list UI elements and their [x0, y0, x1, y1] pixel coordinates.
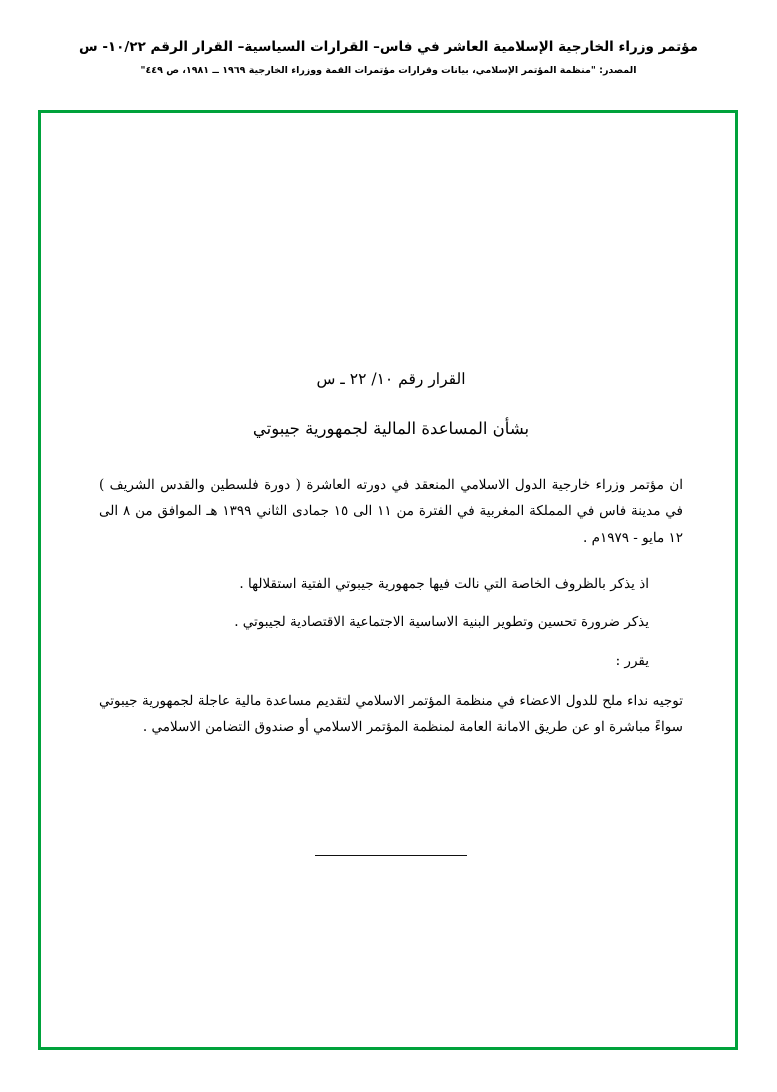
end-rule-wrapper: [41, 855, 741, 856]
decides-label: يقرر :: [615, 652, 649, 669]
resolution-number: القرار رقم ١٠/ ٢٢ ـ س: [316, 370, 466, 388]
document-body: [99, 368, 683, 741]
page-header: [0, 38, 777, 77]
clause-item: اذ يذكر بالظروف الخاصة التي نالت فيها جمهورية جيبوتي الفتية استقلالها .: [239, 575, 649, 592]
resolution-subject: بشأن المساعدة المالية لجمهورية جيبوتي: [252, 419, 530, 439]
clause-item: يذكر ضرورة تحسين وتطوير البنية الاساسية الاجتماعية الاقتصادية لجيبوتي .: [234, 614, 649, 631]
header-source: المصدر: "منظمة المؤتمر الإسلامي، بيانات وقرارات مؤتمرات القمة ووزراء الخارجية ١٩٦٩ ــ ١٩٨١، ص ٤٤٩": [140, 64, 637, 76]
operative-paragraph: توجيه نداء ملح للدول الاعضاء في منظمة المؤتمر الاسلامي لتقديم مساعدة مالية عاجلة لجمهورية جيبوتي سواءً مباشرة او عن طريق الامانة العامة لمنظمة المؤتمر الاسلامي أو صندوق التضامن الاسلامي .: [99, 692, 683, 736]
preamble-paragraph: ان مؤتمر وزراء خارجية الدول الاسلامي المنعقد في دورته العاشرة ( دورة فلسطين والقدس الشريف ) في مدينة فاس في المملكة المغربية في الفترة من ١١ الى ١٥ جمادى الثاني ١٣٩٩ هـ الموافق من ٨ الى ١٢ مايو - ١٩٧٩م .: [99, 477, 683, 546]
horizontal-rule: [315, 855, 467, 856]
document-frame: [38, 110, 738, 1050]
header-title: مؤتمر وزراء الخارجية الإسلامية العاشر في فاس– القرارات السياسية– القرار الرقم ١٠/٢٢- س: [78, 39, 698, 55]
